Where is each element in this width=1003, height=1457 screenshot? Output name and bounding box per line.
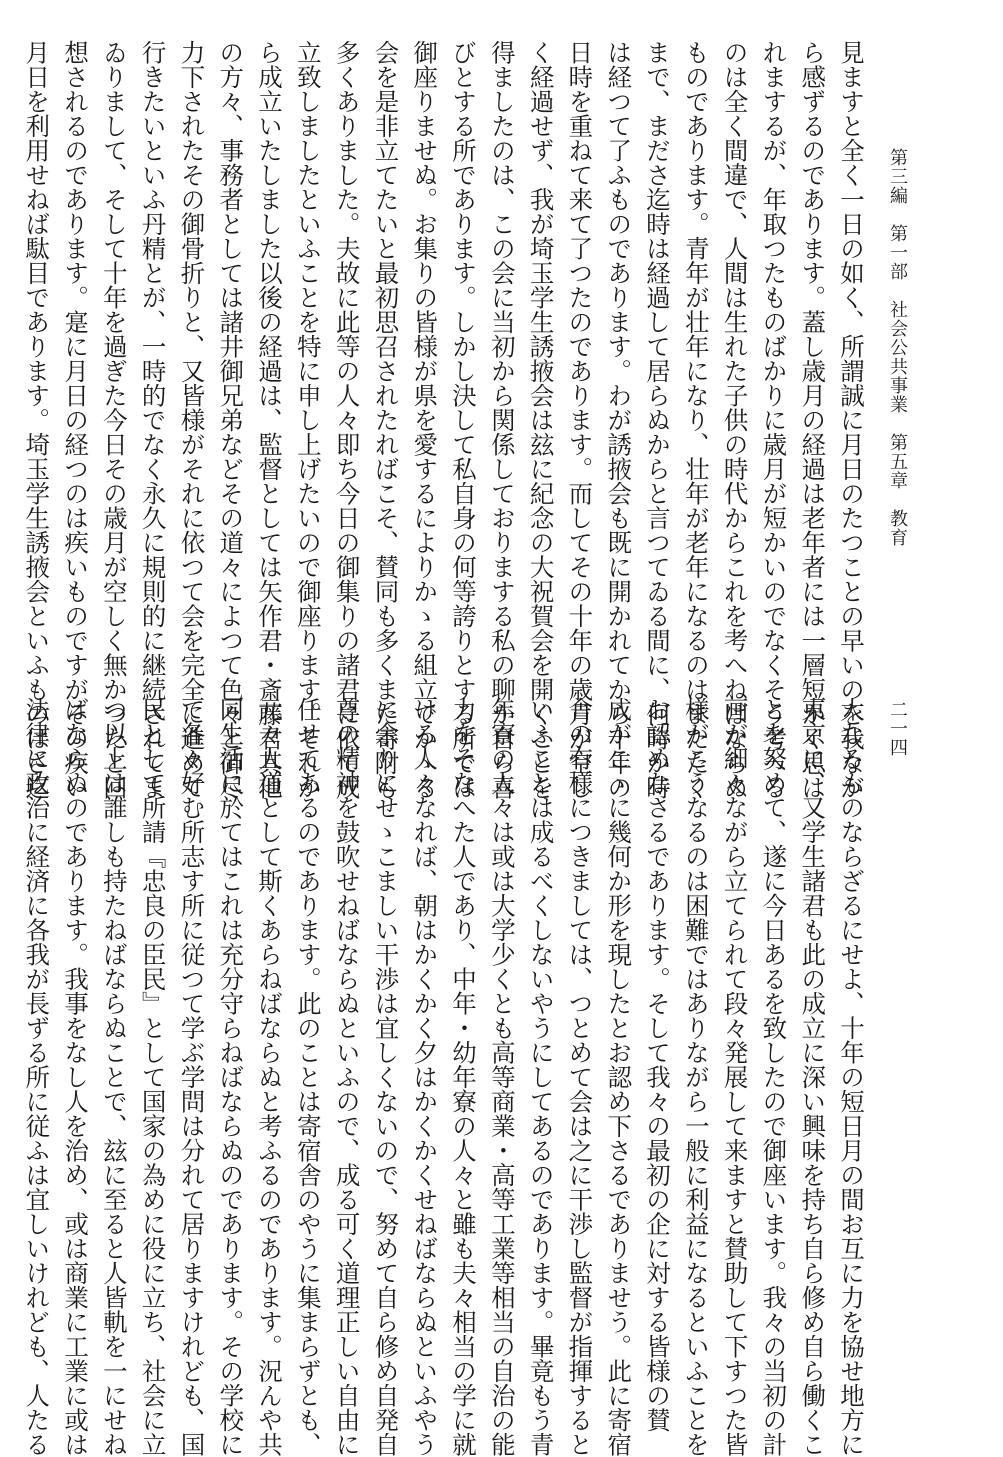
text-column: 画が細々ながら立てられて段々発展して来ますと賛助して下すつた皆 — [720, 697, 750, 1457]
text-column: に余りにせゝこましい干渉は宜しくないので、努めて自ら修め自発自 — [371, 697, 401, 1457]
text-column: 多くありました。夫故に此等の人々即ち今日の御集りの諸君に依て成 — [332, 40, 362, 800]
page-number: 二一四 — [887, 700, 908, 757]
text-column: は経つて了ふものであります。わが誘掖会も既に開かれてから十年の — [604, 40, 634, 800]
running-header: 第三編 第一部 社会公共事業 第五章 教育 — [887, 148, 908, 547]
text-column: 任せてあるのであります。此のことは寄宿舎のやうに集まらずとも、 — [293, 697, 323, 1457]
text-column: 会を是非立てたいと最初思召されたればこそ、賛同も多くまた寄附も — [371, 40, 401, 800]
text-column: ものであります。青年が壮年になり、壮年が老年になるのはまたたく — [681, 40, 711, 800]
text-column: 舎の有様につきましては、つとめて会は之に干渉し監督が指揮すると — [565, 697, 595, 1457]
text-column: ばならぬのであります。我事をなし人を治め、或は商業に工業に或は — [61, 697, 91, 1457]
text-column: 力下されたその御骨折りと、又皆様がそれに依つて会を完全に進めて — [177, 40, 207, 800]
text-column: 尊の精神を鼓吹せねばならぬといふので、成る可く道理正しい自由に — [332, 697, 362, 1457]
text-column: 元々人道として斯くあらねばならぬと考ふるのであります。況んや共 — [255, 697, 285, 1457]
text-column: の方々、事務者としては諸井御兄弟などその道々によつて色々と御尽 — [216, 40, 246, 800]
text-column: ら感ずるのであります。蓋し歳月の経過は老年者には一層短かく思は — [798, 40, 828, 800]
text-column: びとする所であります。しかし決して私自身の何等誇りとする所では — [449, 40, 479, 800]
text-column: 成がこゝに幾何か形を現したとお認め下さるでありませう。此に寄宿 — [604, 697, 634, 1457]
text-column: とを努めて、遂に今日あるを致したので御座います。我々の当初の計 — [759, 697, 789, 1457]
text-column: 行きたいといふ丹精とが、一時的でなく永久に規則的に継続されてま — [138, 40, 168, 800]
text-column: ゐりまして、そして十年を過ぎた今日その歳月が空しく無かつたと回 — [99, 40, 129, 800]
text-column: 大なるものならざるにせよ、十年の短日月の間お互に力を協せ地方に — [837, 697, 866, 1457]
text-column: 得ましたのは、この会に当初から関係しておりまする私の聊か自ら喜 — [487, 40, 517, 800]
text-column: 日時を重ねて来て了つたのであります。而してその十年の歳月が空し — [565, 40, 595, 800]
text-column: いふことは成るべくしないやうにしてあるのであります。畢竟もう青 — [526, 697, 556, 1457]
text-column: 法律に政治に経済に各我が長ずる所に従ふは宜しいけれども、人たる — [22, 697, 52, 1457]
text-column: つ以上は誰しも持たねばならぬことで、玆に至ると人皆軌を一にせね — [99, 697, 129, 1457]
text-column: 民として所請『忠良の臣民』として国家の為めに役に立ち、社会に立 — [138, 697, 168, 1457]
text-column: ら成立いたしました以後の経過は、監督としては矢作君・斎藤君其他 — [255, 40, 285, 800]
text-column: て各々好む所志す所に従つて学ぶ学問は分れて居りますけれども、国 — [177, 697, 207, 1457]
lower-text-block — [16, 697, 870, 1457]
text-column: 力をそなへた人であり、中年・幼年寮の人々と雖も夫々相当の学に就 — [449, 697, 479, 1457]
text-column: まで、まださ迄時は経過して居らぬからと言つてゐる間に、何時か時 — [643, 40, 673, 800]
text-column: 見ますと全く一日の如く、所謂誠に月日のたつことの早いのを我なが — [837, 40, 866, 800]
text-column: れまするが、年取つたものばかりに歳月が短かいのでなくそう考へる — [759, 40, 789, 800]
text-column: 同生活に於てはこれは充分守らねばならぬのであります。その学校に — [216, 697, 246, 1457]
text-column: のは全く間違で、人間は生れた子供の時代からこれを考へねばならぬ — [720, 40, 750, 800]
text-column: 立致しましたといふことを特に申し上げたいので御座ります。それか — [293, 40, 323, 800]
text-column: 東京に、又学生諸君も此の成立に深い興味を持ち自ら修め自ら働くこ — [798, 697, 828, 1457]
text-column: 様がこうなるのは困難ではありながら一般に利益になるといふことを — [681, 697, 711, 1457]
text-column: お認めなさるであります。そして我々の最初の企に対する皆様の賛 — [643, 697, 673, 1432]
text-column: ける人々なれば、朝はかくかく夕はかくかくせねばならぬといふやう — [410, 697, 440, 1457]
text-column: 年寮の人々は或は大学少くとも高等商業・高等工業等相当の自治の能 — [487, 697, 517, 1457]
text-column: 御座りませぬ。お集りの皆様が県を愛するによりかゝる組立でかゝる — [410, 40, 440, 800]
upper-text-block — [16, 40, 870, 800]
text-column: 月日を利用せねば駄目であります。埼玉学生誘掖会といふものはさ迄 — [22, 40, 52, 800]
text-column: 想されるのであります。寔に月日の経つのは疾いものですがその疾い — [61, 40, 91, 800]
text-column: く経過せず、我が埼玉学生誘掖会は玆に紀念の大祝賀会を開くことを — [526, 40, 556, 800]
